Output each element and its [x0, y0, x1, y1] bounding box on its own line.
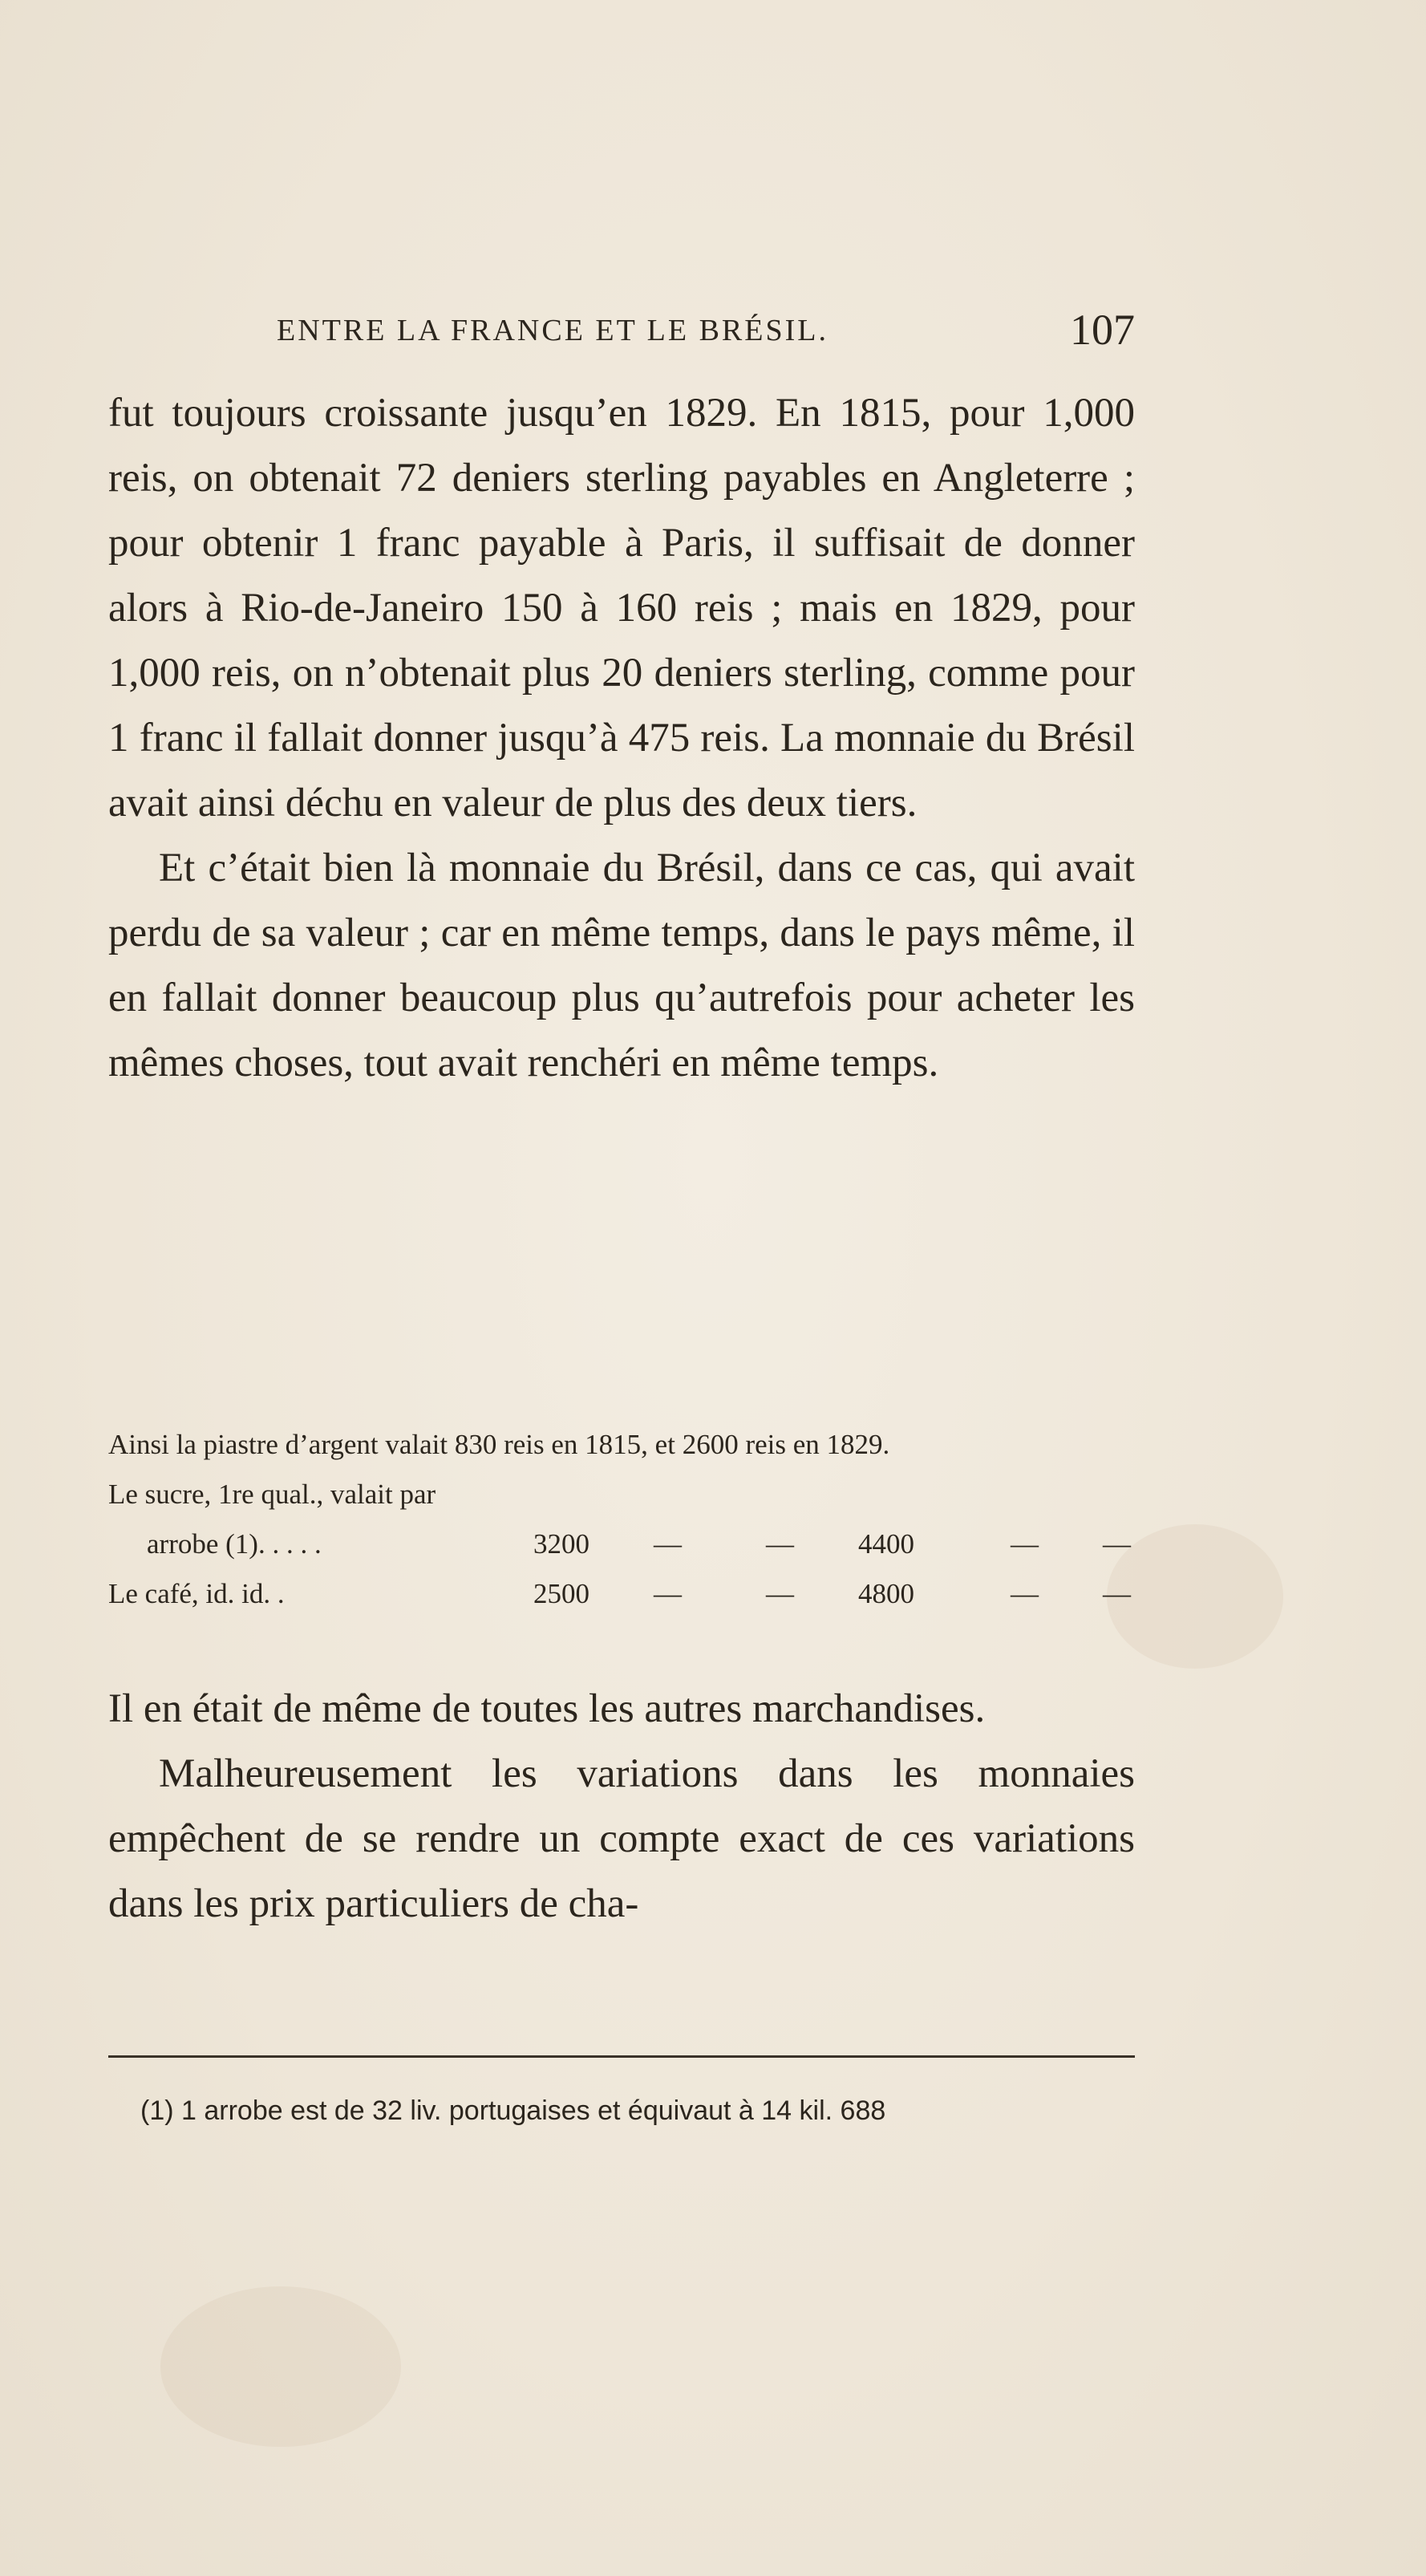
running-title: ENTRE LA FRANCE ET LE BRÉSIL.	[277, 314, 828, 347]
paragraph: Il en était de même de toutes les autres marchandises.	[108, 1686, 986, 1731]
dash: —	[1103, 1578, 1131, 1609]
paragraph: fut toujours croissante jusqu’en 1829. En 1815, pour 1,000 reis, on obtenait 72 deniers sterling payables en Angleterre ; pour obtenir 1 franc payable à Paris, il suffisait de donner alors à Rio-de-Janeiro 150 à 160 reis ; mais en 1829, pour 1,000 reis, on n’obtenait plus 20 deniers sterling, comme pour 1 franc il fallait donner jusqu’à 475 reis. La monnaie du Brésil avait ainsi déchu en valeur de plus des deux tiers.	[108, 391, 1135, 826]
paper-stain	[160, 2286, 401, 2447]
value-1815: 2500	[533, 1578, 589, 1609]
main-text	[108, 381, 1135, 1096]
dash: —	[654, 1578, 682, 1609]
table-row	[108, 1569, 1135, 1619]
value-1829: 4800	[858, 1578, 914, 1609]
dash: —	[1011, 1528, 1039, 1560]
dash: —	[766, 1578, 794, 1609]
page-header	[108, 305, 1135, 361]
footnote: (1) 1 arrobe est de 32 liv. portugaises et équivaut à 14 kil. 688	[140, 2095, 886, 2126]
value-1815: 3200	[533, 1528, 589, 1560]
row-label: Le café, id. id. .	[108, 1578, 285, 1609]
table-intro-row	[108, 1420, 1135, 1470]
table-sugar-label-row	[108, 1470, 1135, 1519]
dash: —	[1011, 1578, 1039, 1609]
paragraph: Malheureusement les variations dans les monnaies empêchent de se rendre un compte exact de ces variations dans les prix particuliers de cha-	[108, 1751, 1135, 1926]
row-label: arrobe (1). . . . .	[147, 1528, 322, 1560]
page-number: 107	[1070, 306, 1135, 354]
paragraph: Et c’était bien là monnaie du Brésil, dans ce cas, qui avait perdu de sa valeur ; car en même temps, dans le pays même, il en fallait donner beaucoup plus qu’autrefois pour acheter les mêmes choses, tout avait renchéri en même temps.	[108, 846, 1135, 1085]
footnote-rule	[108, 2055, 1135, 2058]
sugar-label: Le sucre, 1re qual., valait par	[108, 1479, 436, 1510]
dash: —	[1103, 1528, 1131, 1560]
dash: —	[766, 1528, 794, 1560]
value-1829: 4400	[858, 1528, 914, 1560]
table-intro: Ainsi la piastre d’argent valait 830 reis en 1815, et 2600 reis en 1829.	[108, 1429, 890, 1460]
price-table	[108, 1420, 1135, 1619]
dash: —	[654, 1528, 682, 1560]
main-text-continued	[108, 1677, 1135, 1937]
table-row	[108, 1519, 1135, 1569]
